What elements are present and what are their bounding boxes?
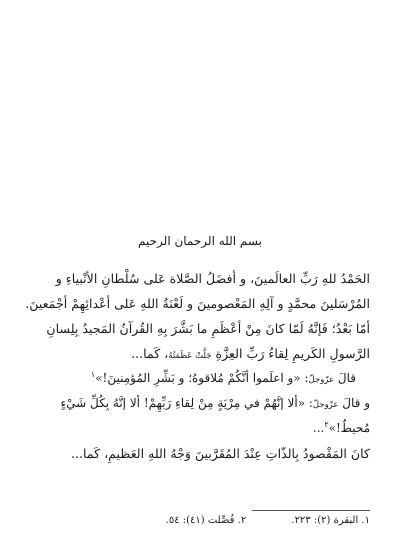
paragraph-2-line-1: أمّا بَعْدُ؛ فَإنَّهُ لَمّا كانَ مِنْ أعْظَمِ ما بَشَّرَ بِهِ القُرآنُ المَجيدُ بِلِسانِ <box>46 321 370 336</box>
paragraph-1-line-2: المُرْسَلينَ محمَّدٍ و آلِهِ المَعْصومينَ و لَعْنَةُ اللهِ عَلى أعْدائِهِمْ أجْمَعينَ. <box>25 296 370 311</box>
honorific-phrase: جَلَّتْ عَظَمَتُهُ <box>168 351 212 361</box>
quote-1-honorific: عزّوجلّ <box>308 375 335 385</box>
quote-2-honorific: عزّوجلّ <box>312 400 339 410</box>
quote-1-intro: قالَ <box>334 371 356 385</box>
footnote-2: ٢. فُصِّلت (٤١): ٥٤. <box>165 515 247 526</box>
quote-1 <box>20 366 370 391</box>
footnote-marker-1[interactable]: ١ <box>90 370 96 379</box>
footnotes <box>30 514 370 528</box>
paragraph-2-text: الرَّسولِ الكَريمِ لِقاءُ رَبِّ العِزَّةِ <box>211 346 370 361</box>
quote-2-line-2 <box>20 416 370 441</box>
paragraph-3: كانَ المَقْصودُ بِالذّاتِ عِنْدَ المُقَرَّبينَ وَجْهُ اللهِ العَظيمِ، كَما... <box>70 446 370 461</box>
main-text <box>20 266 370 466</box>
quote-2-line-1 <box>20 391 370 416</box>
quote-2-intro: و قالَ <box>338 396 370 410</box>
paragraph-1-line-1: الحَمْدُ للهِ رَبِّ العالَمينَ، و أفضَلُ الصَّلاة عَلى سُلْطانِ الأنْبياءِ و <box>55 271 370 286</box>
quote-2-text: : «ألا إنَّهُمْ في مِرْيَةٍ مِنْ لِقاءِ رَبِّهِمْ! ألا إنَّهُ بِكُلِّ شَيْءٍ <box>60 396 313 410</box>
quote-2-ellipsis: ... <box>312 421 325 435</box>
quote-2-text-end: مُحيطٌ!» <box>328 421 370 435</box>
basmala-heading: بسم الله الرحمان الرحيم <box>138 234 262 248</box>
quote-1-text: : «و اعلَموا أنَّكُمْ مُلاقوهُ؛ و بَشِّرِ المُؤمِنينَ!» <box>95 371 309 385</box>
footnote-marker-2[interactable]: ٢ <box>324 420 329 429</box>
footnote-1: ١. البقرة (٢): ٢٢٣. <box>291 515 370 526</box>
paragraph-2-line-2 <box>20 341 370 366</box>
paragraph-2-end: ، كَما... <box>131 346 169 361</box>
footnote-divider <box>252 510 370 511</box>
